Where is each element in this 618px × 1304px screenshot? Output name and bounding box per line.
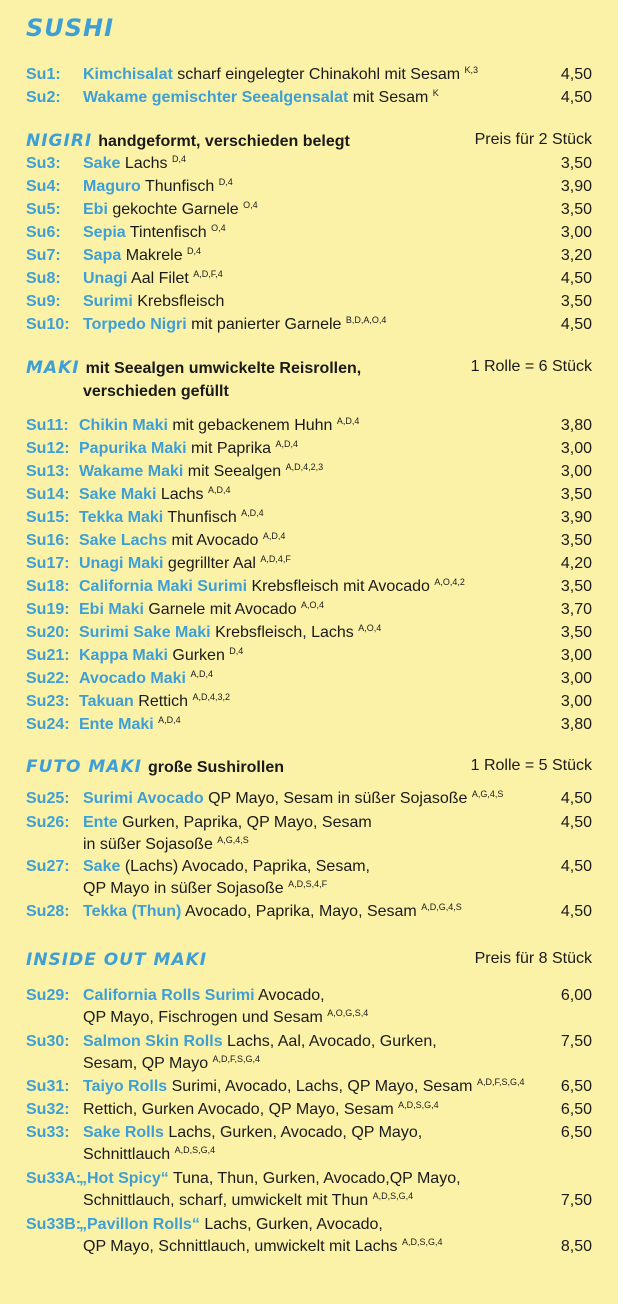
- inside-portion: Preis für 8 Stück: [474, 950, 592, 967]
- allergen-codes: A,D,F,S,G,4: [212, 1054, 261, 1064]
- item-description: Garnele mit Avocado: [143, 601, 302, 618]
- item-name: Tekka (Thun): [83, 903, 182, 920]
- allergen-codes: A,D,4: [275, 439, 299, 449]
- sushi-title: SUSHI: [26, 14, 115, 42]
- item-body: [83, 813, 372, 833]
- item-name: „Pavillon Rolls“: [79, 1216, 200, 1233]
- item-continuation: [83, 1191, 413, 1211]
- item-name: Chikin Maki: [79, 417, 168, 434]
- item-body: [83, 88, 439, 108]
- item-body: [83, 1123, 422, 1143]
- item-body: [79, 439, 298, 459]
- allergen-codes: O,4: [211, 223, 226, 233]
- allergen-codes: A,G,4,S: [471, 789, 504, 799]
- item-code: Su20:: [26, 624, 70, 641]
- item-price: 3,50: [560, 532, 592, 549]
- item-name: Surimi Sake Maki: [79, 624, 211, 641]
- item-code: Su13:: [26, 463, 70, 480]
- item-price: 3,80: [560, 417, 592, 434]
- item-description: QP Mayo, Fischrogen und Sesam: [83, 1009, 328, 1026]
- item-code: Su30:: [26, 1033, 70, 1050]
- item-name: Sake Lachs: [79, 532, 168, 549]
- item-name: Sake Rolls: [83, 1124, 164, 1141]
- item-price: 7,50: [560, 1033, 592, 1050]
- item-body: [83, 857, 370, 877]
- item-body: [79, 577, 465, 597]
- item-code: Su4:: [26, 178, 61, 195]
- item-body: [79, 554, 291, 574]
- item-code: Su28:: [26, 903, 70, 920]
- allergen-codes: D,4: [171, 154, 186, 164]
- item-price: 4,20: [560, 555, 592, 572]
- allergen-codes: A,D,4,F: [260, 554, 291, 564]
- item-name: Unagi Maki: [79, 555, 164, 572]
- item-name: Avocado Maki: [79, 670, 186, 687]
- item-code: Su15:: [26, 509, 70, 526]
- item-code: Su16:: [26, 532, 70, 549]
- item-code: Su31:: [26, 1078, 70, 1095]
- item-code: Su2:: [26, 89, 61, 106]
- item-name: Surimi Avocado: [83, 790, 204, 807]
- item-name: Torpedo Nigri: [83, 316, 187, 333]
- item-name: Tekka Maki: [79, 509, 164, 526]
- item-description: mit Paprika: [186, 440, 276, 457]
- maki-subtitle: mit Seealgen umwickelte Reisrollen,: [85, 360, 362, 377]
- item-price: 3,50: [560, 293, 592, 310]
- item-name: Ebi: [83, 201, 108, 218]
- item-name: Sake: [83, 155, 121, 172]
- allergen-codes: A,D,S,G,4: [398, 1100, 439, 1110]
- item-body: [79, 531, 285, 551]
- item-description: Krebsfleisch, Lachs: [210, 624, 359, 641]
- maki-subtitle-line2: verschieden gefüllt: [83, 383, 229, 400]
- item-body: [83, 246, 201, 266]
- item-description: Avocado, Paprika, Mayo, Sesam: [181, 903, 422, 920]
- item-description: Thunfisch: [140, 178, 219, 195]
- item-price: 6,50: [560, 1101, 592, 1118]
- item-description: Lachs: [156, 486, 208, 503]
- item-body: [79, 623, 381, 643]
- allergen-codes: B,D,A,O,4: [345, 315, 387, 325]
- item-body: [83, 200, 258, 220]
- item-body: [79, 692, 230, 712]
- inside-header: [26, 950, 592, 972]
- allergen-codes: D,4: [187, 246, 202, 256]
- item-body: [83, 315, 386, 335]
- item-price: 3,50: [560, 201, 592, 218]
- item-body: [79, 416, 359, 436]
- allergen-codes: K,3: [464, 65, 479, 75]
- item-description: scharf eingelegter Chinakohl mit Sesam: [172, 66, 465, 83]
- item-code: Su9:: [26, 293, 61, 310]
- item-price: 4,50: [560, 316, 592, 333]
- item-code: Su3:: [26, 155, 61, 172]
- item-body: [79, 485, 231, 505]
- allergen-codes: A,D,4: [241, 508, 264, 518]
- maki-portion: 1 Rolle = 6 Stück: [470, 358, 592, 375]
- item-code: Su27:: [26, 858, 70, 875]
- item-price: 3,50: [560, 155, 592, 172]
- item-name: Kimchisalat: [83, 66, 173, 83]
- item-body: [83, 223, 226, 243]
- item-code: Su17:: [26, 555, 70, 572]
- item-description: gekochte Garnele: [107, 201, 244, 218]
- item-code: Su18:: [26, 578, 70, 595]
- item-body: [83, 269, 223, 289]
- allergen-codes: A,O,4,2: [434, 577, 465, 587]
- nigiri-subtitle: handgeformt, verschieden belegt: [98, 133, 350, 150]
- futo-subtitle: große Sushirollen: [147, 759, 284, 776]
- futo-header: [26, 757, 592, 779]
- item-description: Krebsfleisch: [132, 293, 225, 310]
- item-price: 6,00: [560, 987, 592, 1004]
- item-description: QP Mayo, Schnittlauch, umwickelt mit Lachs: [83, 1238, 402, 1255]
- item-body: [83, 986, 325, 1006]
- item-body: [83, 789, 503, 809]
- item-description: QP Mayo in süßer Sojasoße: [83, 880, 289, 897]
- item-code: Su12:: [26, 440, 70, 457]
- item-name: Papurika Maki: [79, 440, 187, 457]
- item-price: 3,50: [560, 578, 592, 595]
- allergen-codes: A,D,F,4: [193, 269, 223, 279]
- allergen-codes: D,4: [229, 646, 244, 656]
- item-price: 6,50: [560, 1078, 592, 1095]
- item-description: Tintenfisch: [125, 224, 212, 241]
- item-code: Su33:: [26, 1124, 70, 1141]
- allergen-codes: A,D,S,4,F: [288, 879, 328, 889]
- item-description: mit Seealgen: [183, 463, 286, 480]
- allergen-codes: A,D,4,2,3: [285, 462, 324, 472]
- allergen-codes: A,G,4,S: [217, 835, 249, 845]
- nigiri-header: [26, 131, 592, 153]
- item-code: Su25:: [26, 790, 70, 807]
- item-name: Sake: [83, 858, 121, 875]
- item-code: Su10:: [26, 316, 70, 333]
- item-continuation: [83, 1054, 260, 1074]
- item-price: 3,00: [560, 224, 592, 241]
- item-price: 6,50: [560, 1124, 592, 1141]
- item-price: 3,00: [560, 440, 592, 457]
- item-name: California Rolls Surimi: [83, 987, 255, 1004]
- item-code: Su8:: [26, 270, 61, 287]
- item-description: Krebsfleisch mit Avocado: [247, 578, 435, 595]
- item-code: Su24:: [26, 716, 70, 733]
- item-description: Gurken: [167, 647, 230, 664]
- item-code: Su6:: [26, 224, 61, 241]
- item-body: [83, 177, 233, 197]
- item-body: [79, 715, 181, 735]
- item-price: 3,50: [560, 624, 592, 641]
- item-price: 3,90: [560, 509, 592, 526]
- allergen-codes: A,D,4: [158, 715, 181, 725]
- item-continuation: [83, 1008, 368, 1028]
- item-name: Surimi: [83, 293, 133, 310]
- item-name: Kappa Maki: [79, 647, 168, 664]
- inside-title: INSIDE OUT MAKI: [26, 950, 208, 970]
- item-name: California Maki Surimi: [79, 578, 248, 595]
- item-name: Wakame Maki: [79, 463, 184, 480]
- item-price: 3,70: [560, 601, 592, 618]
- item-continuation: [83, 835, 249, 855]
- item-price: 3,20: [560, 247, 592, 264]
- item-description: Surimi, Avocado, Lachs, QP Mayo, Sesam: [167, 1078, 477, 1095]
- item-code: Su5:: [26, 201, 61, 218]
- item-price: 3,50: [560, 486, 592, 503]
- allergen-codes: A,D,4: [190, 669, 213, 679]
- futo-title: FUTO MAKI: [26, 757, 142, 777]
- item-code: Su26:: [26, 814, 70, 831]
- item-body: [83, 1032, 437, 1052]
- allergen-codes: A,D,F,S,G,4: [476, 1077, 525, 1087]
- item-continuation: [83, 1145, 215, 1165]
- item-price: 3,80: [560, 716, 592, 733]
- item-name: Ente Maki: [79, 716, 154, 733]
- item-body: [79, 669, 213, 689]
- item-price: 8,50: [560, 1238, 592, 1255]
- item-description: in süßer Sojasoße: [83, 836, 218, 853]
- item-description: Lachs, Gurken, Avocado,: [199, 1216, 383, 1233]
- item-description: mit panierter Garnele: [186, 316, 346, 333]
- item-price: 4,50: [560, 270, 592, 287]
- item-body: [83, 1077, 524, 1097]
- allergen-codes: A,D,4,3,2: [192, 692, 231, 702]
- item-continuation: [83, 879, 327, 899]
- item-code: Su23:: [26, 693, 70, 710]
- item-name: Sake Maki: [79, 486, 157, 503]
- item-body: [79, 1169, 461, 1189]
- item-description: Tuna, Thun, Gurken, Avocado,QP Mayo,: [168, 1170, 461, 1187]
- allergen-codes: A,D,4: [262, 531, 286, 541]
- item-description: (Lachs) Avocado, Paprika, Sesam,: [120, 858, 370, 875]
- item-price: 4,50: [560, 89, 592, 106]
- item-code: Su22:: [26, 670, 70, 687]
- item-body: [79, 508, 264, 528]
- item-description: Thunfisch: [163, 509, 242, 526]
- item-price: 3,90: [560, 178, 592, 195]
- allergen-codes: K: [432, 88, 439, 98]
- item-description: Aal Filet: [127, 270, 194, 287]
- item-name: Maguro: [83, 178, 141, 195]
- item-description: Lachs: [120, 155, 172, 172]
- allergen-codes: D,4: [218, 177, 233, 187]
- item-code: Su1:: [26, 66, 61, 83]
- item-description: mit Avocado: [167, 532, 263, 549]
- item-body: [83, 154, 186, 174]
- item-price: 4,50: [560, 790, 592, 807]
- item-code: Su19:: [26, 601, 70, 618]
- item-price: 3,00: [560, 647, 592, 664]
- item-body: [83, 1100, 439, 1120]
- item-description: Avocado,: [254, 987, 325, 1004]
- item-description: Sesam, QP Mayo: [83, 1055, 213, 1072]
- item-description: Rettich, Gurken Avocado, QP Mayo, Sesam: [83, 1101, 399, 1118]
- item-description: Gurken, Paprika, QP Mayo, Sesam: [117, 814, 372, 831]
- maki-title: MAKI: [26, 358, 80, 378]
- allergen-codes: A,O,4: [301, 600, 325, 610]
- item-description: mit gebackenem Huhn: [167, 417, 337, 434]
- item-code: Su33B:: [26, 1216, 82, 1233]
- allergen-codes: A,O,4: [358, 623, 382, 633]
- allergen-codes: A,D,4: [336, 416, 360, 426]
- item-description: Lachs, Aal, Avocado, Gurken,: [222, 1033, 437, 1050]
- item-price: 3,00: [560, 693, 592, 710]
- item-description: Rettich: [133, 693, 193, 710]
- item-name: Taiyo Rolls: [83, 1078, 168, 1095]
- item-code: Su29:: [26, 987, 70, 1004]
- item-description: Lachs, Gurken, Avocado, QP Mayo,: [163, 1124, 423, 1141]
- item-body: [79, 646, 243, 666]
- item-description: Schnittlauch, scharf, umwickelt mit Thun: [83, 1192, 373, 1209]
- item-price: 7,50: [560, 1192, 592, 1209]
- item-price: 3,00: [560, 670, 592, 687]
- item-body: [83, 65, 478, 85]
- item-price: 4,50: [560, 814, 592, 831]
- item-name: Takuan: [79, 693, 134, 710]
- item-name: Sepia: [83, 224, 126, 241]
- item-description: QP Mayo, Sesam in süßer Sojasoße: [203, 790, 472, 807]
- item-code: Su7:: [26, 247, 61, 264]
- item-name: Salmon Skin Rolls: [83, 1033, 223, 1050]
- futo-portion: 1 Rolle = 5 Stück: [470, 757, 592, 774]
- item-price: 4,50: [560, 903, 592, 920]
- item-body: [79, 462, 323, 482]
- item-description: Schnittlauch: [83, 1146, 175, 1163]
- allergen-codes: A,D,S,G,4: [401, 1237, 443, 1247]
- item-price: 4,50: [560, 858, 592, 875]
- item-body: [83, 902, 462, 922]
- item-description: mit Sesam: [348, 89, 433, 106]
- allergen-codes: A,D,G,4,S: [421, 902, 462, 912]
- item-continuation: [83, 1237, 442, 1257]
- item-description: Makrele: [121, 247, 188, 264]
- nigiri-title: NIGIRI: [26, 131, 93, 151]
- item-code: Su11:: [26, 417, 69, 434]
- item-name: Unagi: [83, 270, 128, 287]
- item-price: 3,00: [560, 463, 592, 480]
- item-body: [79, 600, 324, 620]
- maki-header: [26, 358, 592, 380]
- item-code: Su32:: [26, 1101, 70, 1118]
- item-name: Sapa: [83, 247, 122, 264]
- item-code: Su14:: [26, 486, 70, 503]
- item-name: Ebi Maki: [79, 601, 144, 618]
- item-body: [79, 1215, 383, 1235]
- item-code: Su33A:: [26, 1170, 82, 1187]
- allergen-codes: A,D,4: [207, 485, 231, 495]
- allergen-codes: O,4: [243, 200, 258, 210]
- allergen-codes: A,D,S,G,4: [372, 1191, 414, 1201]
- item-description: gegrillter Aal: [163, 555, 261, 572]
- item-code: Su21:: [26, 647, 70, 664]
- item-body: [83, 292, 224, 312]
- item-name: „Hot Spicy“: [79, 1170, 169, 1187]
- allergen-codes: A,D,S,G,4: [174, 1145, 216, 1155]
- item-name: Wakame gemischter Seealgensalat: [83, 89, 349, 106]
- item-price: 4,50: [560, 66, 592, 83]
- nigiri-portion: Preis für 2 Stück: [474, 131, 592, 148]
- allergen-codes: A,O,G,S,4: [327, 1008, 369, 1018]
- item-name: Ente: [83, 814, 118, 831]
